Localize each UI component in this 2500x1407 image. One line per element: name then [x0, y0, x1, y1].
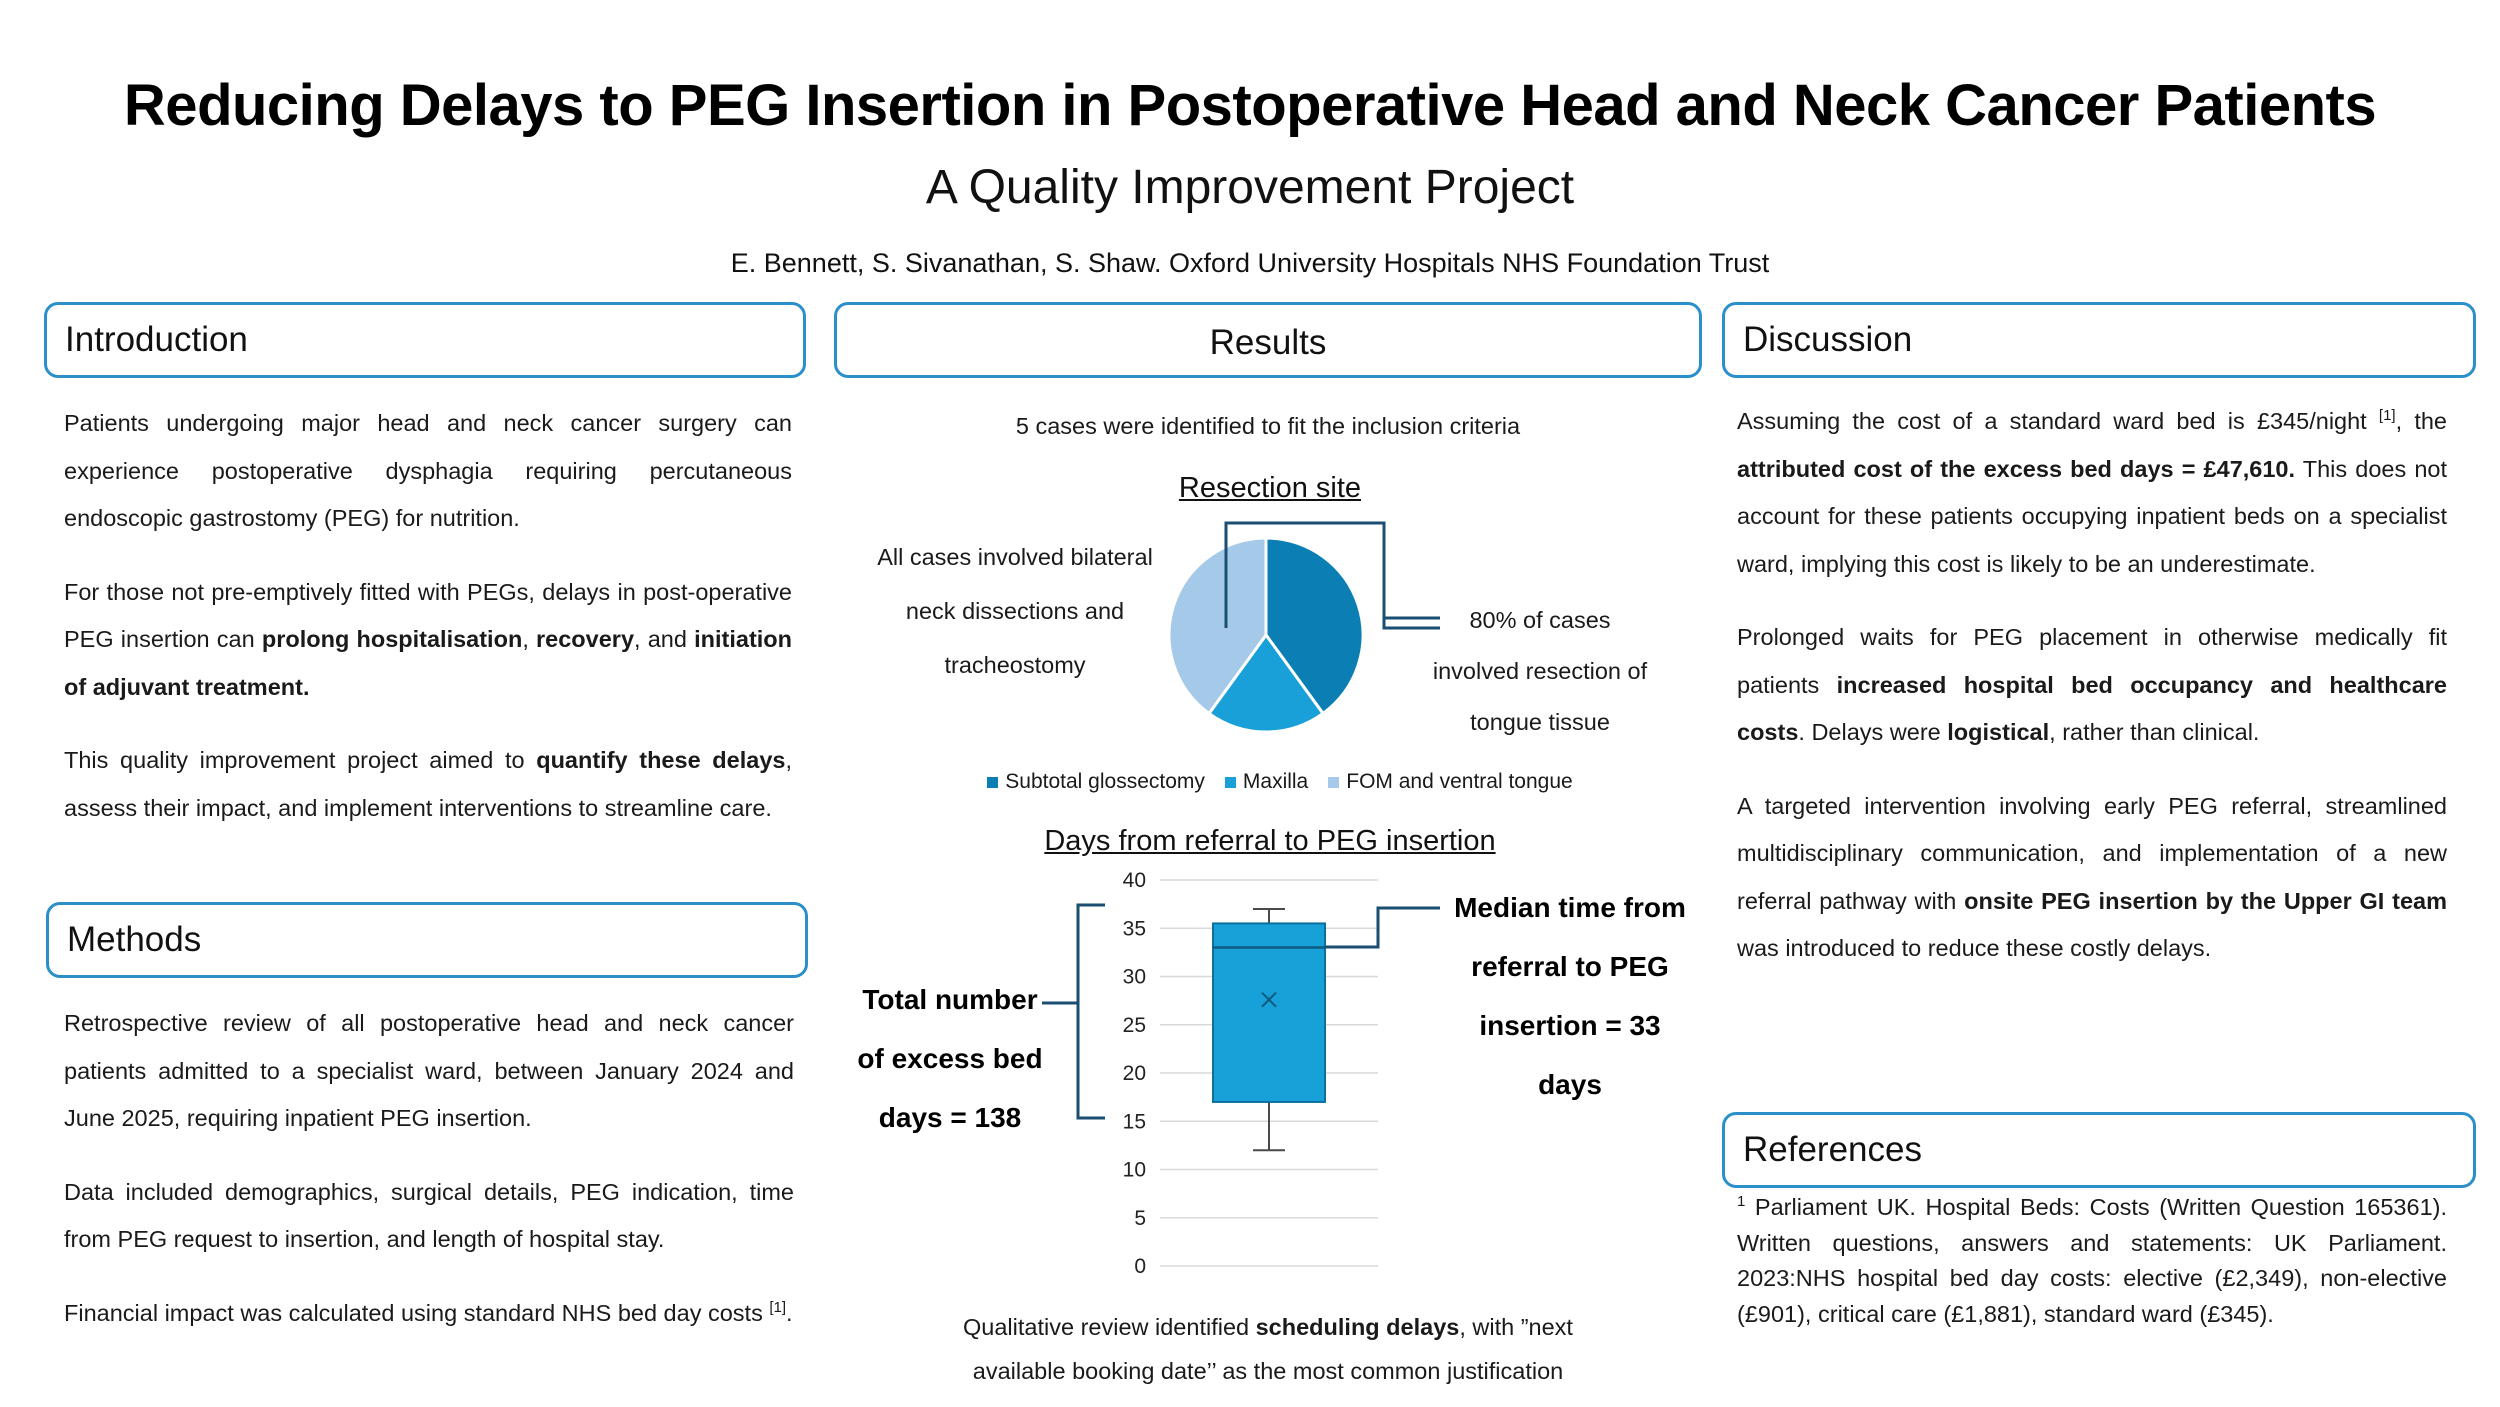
y-tick-label: 15 — [1122, 1110, 1146, 1134]
bracket-excess-days — [1078, 905, 1105, 1118]
annotation-median: Median time from referral to PEG insertion = 33 days — [1454, 892, 1686, 1100]
y-tick-label: 0 — [1134, 1255, 1146, 1278]
intro-paragraph-3: This quality improvement project aimed to quantify these delays, assess their impact, and implement interventions to streamline care. — [64, 747, 792, 821]
discussion-paragraph-2: Prolonged waits for PEG placement in otherwise medically fit patients increased hospital bed occupancy and healthcare costs. Delays were logistical, rather than clinical. — [1737, 624, 2447, 745]
legend-item-subtotal: Subtotal glossectomy — [987, 770, 1205, 794]
results-heading: Results — [834, 302, 1702, 378]
methods-paragraph-3: Financial impact was calculated using standard NHS bed day costs [1]. — [64, 1298, 793, 1326]
y-tick-label: 35 — [1122, 917, 1146, 941]
annotation-bilateral: All cases involved bilateral neck dissections and tracheostomy — [877, 544, 1153, 678]
poster-subtitle: A Quality Improvement Project — [925, 161, 1575, 214]
y-tick-label: 25 — [1122, 1013, 1146, 1037]
annotation-excess-days: Total number of excess bed days = 138 — [857, 984, 1043, 1133]
poster-title: Reducing Delays to PEG Insertion in Postoperative Head and Neck Cancer Patients — [123, 73, 2377, 138]
legend-item-fom: FOM and ventral tongue — [1328, 770, 1572, 794]
poster-authors: E. Bennett, S. Sivanathan, S. Shaw. Oxford University Hospitals NHS Foundation Trust — [730, 248, 1770, 278]
qualitative-text: Qualitative review identified scheduling delays, with ”next available booking date’’ as the most common justification — [963, 1314, 1573, 1384]
methods-paragraph-2: Data included demographics, surgical details, PEG indication, time from PEG request to insertion, and length of hospital stay. — [64, 1178, 794, 1252]
box-chart-title: Days from referral to PEG insertion — [1044, 825, 1496, 857]
discussion-heading: Discussion — [1722, 302, 2476, 378]
y-tick-label: 40 — [1122, 869, 1146, 892]
y-tick-label: 30 — [1122, 965, 1146, 989]
annotation-tongue: 80% of cases involved resection of tongue tissue — [1432, 607, 1648, 735]
discussion-paragraph-1: Assuming the cost of a standard ward bed is £345/night [1], the attributed cost of the excess bed days = £47,610. This does not account for these patients occupying inpatient beds on a specialist ward, implying this cost is likely to be an underestimate. — [1737, 407, 2448, 577]
discussion-body — [1737, 398, 2447, 999]
intro-paragraph-1: Patients undergoing major head and neck cancer surgery can experience postoperative dysphagia requiring percutaneous endoscopic gastrostomy (PEG) for nutrition. — [64, 410, 792, 531]
results-cases-text: 5 cases were identified to fit the inclusion criteria — [1015, 413, 1521, 439]
methods-heading: Methods — [46, 902, 808, 978]
methods-paragraph-1: Retrospective review of all postoperative head and neck cancer patients admitted to a specialist ward, between January 2024 and June 2025, requiring inpatient PEG insertion. — [64, 1010, 794, 1131]
pie-chart-title: Resection site — [1178, 472, 1362, 504]
box-iqr — [1213, 923, 1325, 1102]
references-heading: References — [1722, 1112, 2476, 1188]
legend-item-maxilla: Maxilla — [1225, 770, 1308, 794]
y-tick-label: 20 — [1122, 1062, 1146, 1085]
y-tick-label: 5 — [1134, 1206, 1146, 1230]
intro-paragraph-2: For those not pre-emptively fitted with PEGs, delays in post-operative PEG insertion can prolong hospitalisation, recovery, and initiation of adjuvant treatment. — [64, 578, 793, 700]
references-body: $^1$ Parliament UK. Hospital Beds: Costs (Written Question 165361). Written questions, answers and statements: UK Parliament. 2023:NHS hospital bed day costs: elective (£2,349), non-elective (£901), critical care (£1,881), standard ward (£345). — [1737, 1193, 2447, 1327]
discussion-paragraph-3: A targeted intervention involving early PEG referral, streamlined multidisciplinary communication, and implementation of a new referral pathway with onsite PEG insertion by the Upper GI team was introduced to reduce these costly delays. — [1737, 792, 2447, 961]
y-tick-label: 10 — [1122, 1158, 1146, 1182]
introduction-heading: Introduction — [44, 302, 806, 378]
